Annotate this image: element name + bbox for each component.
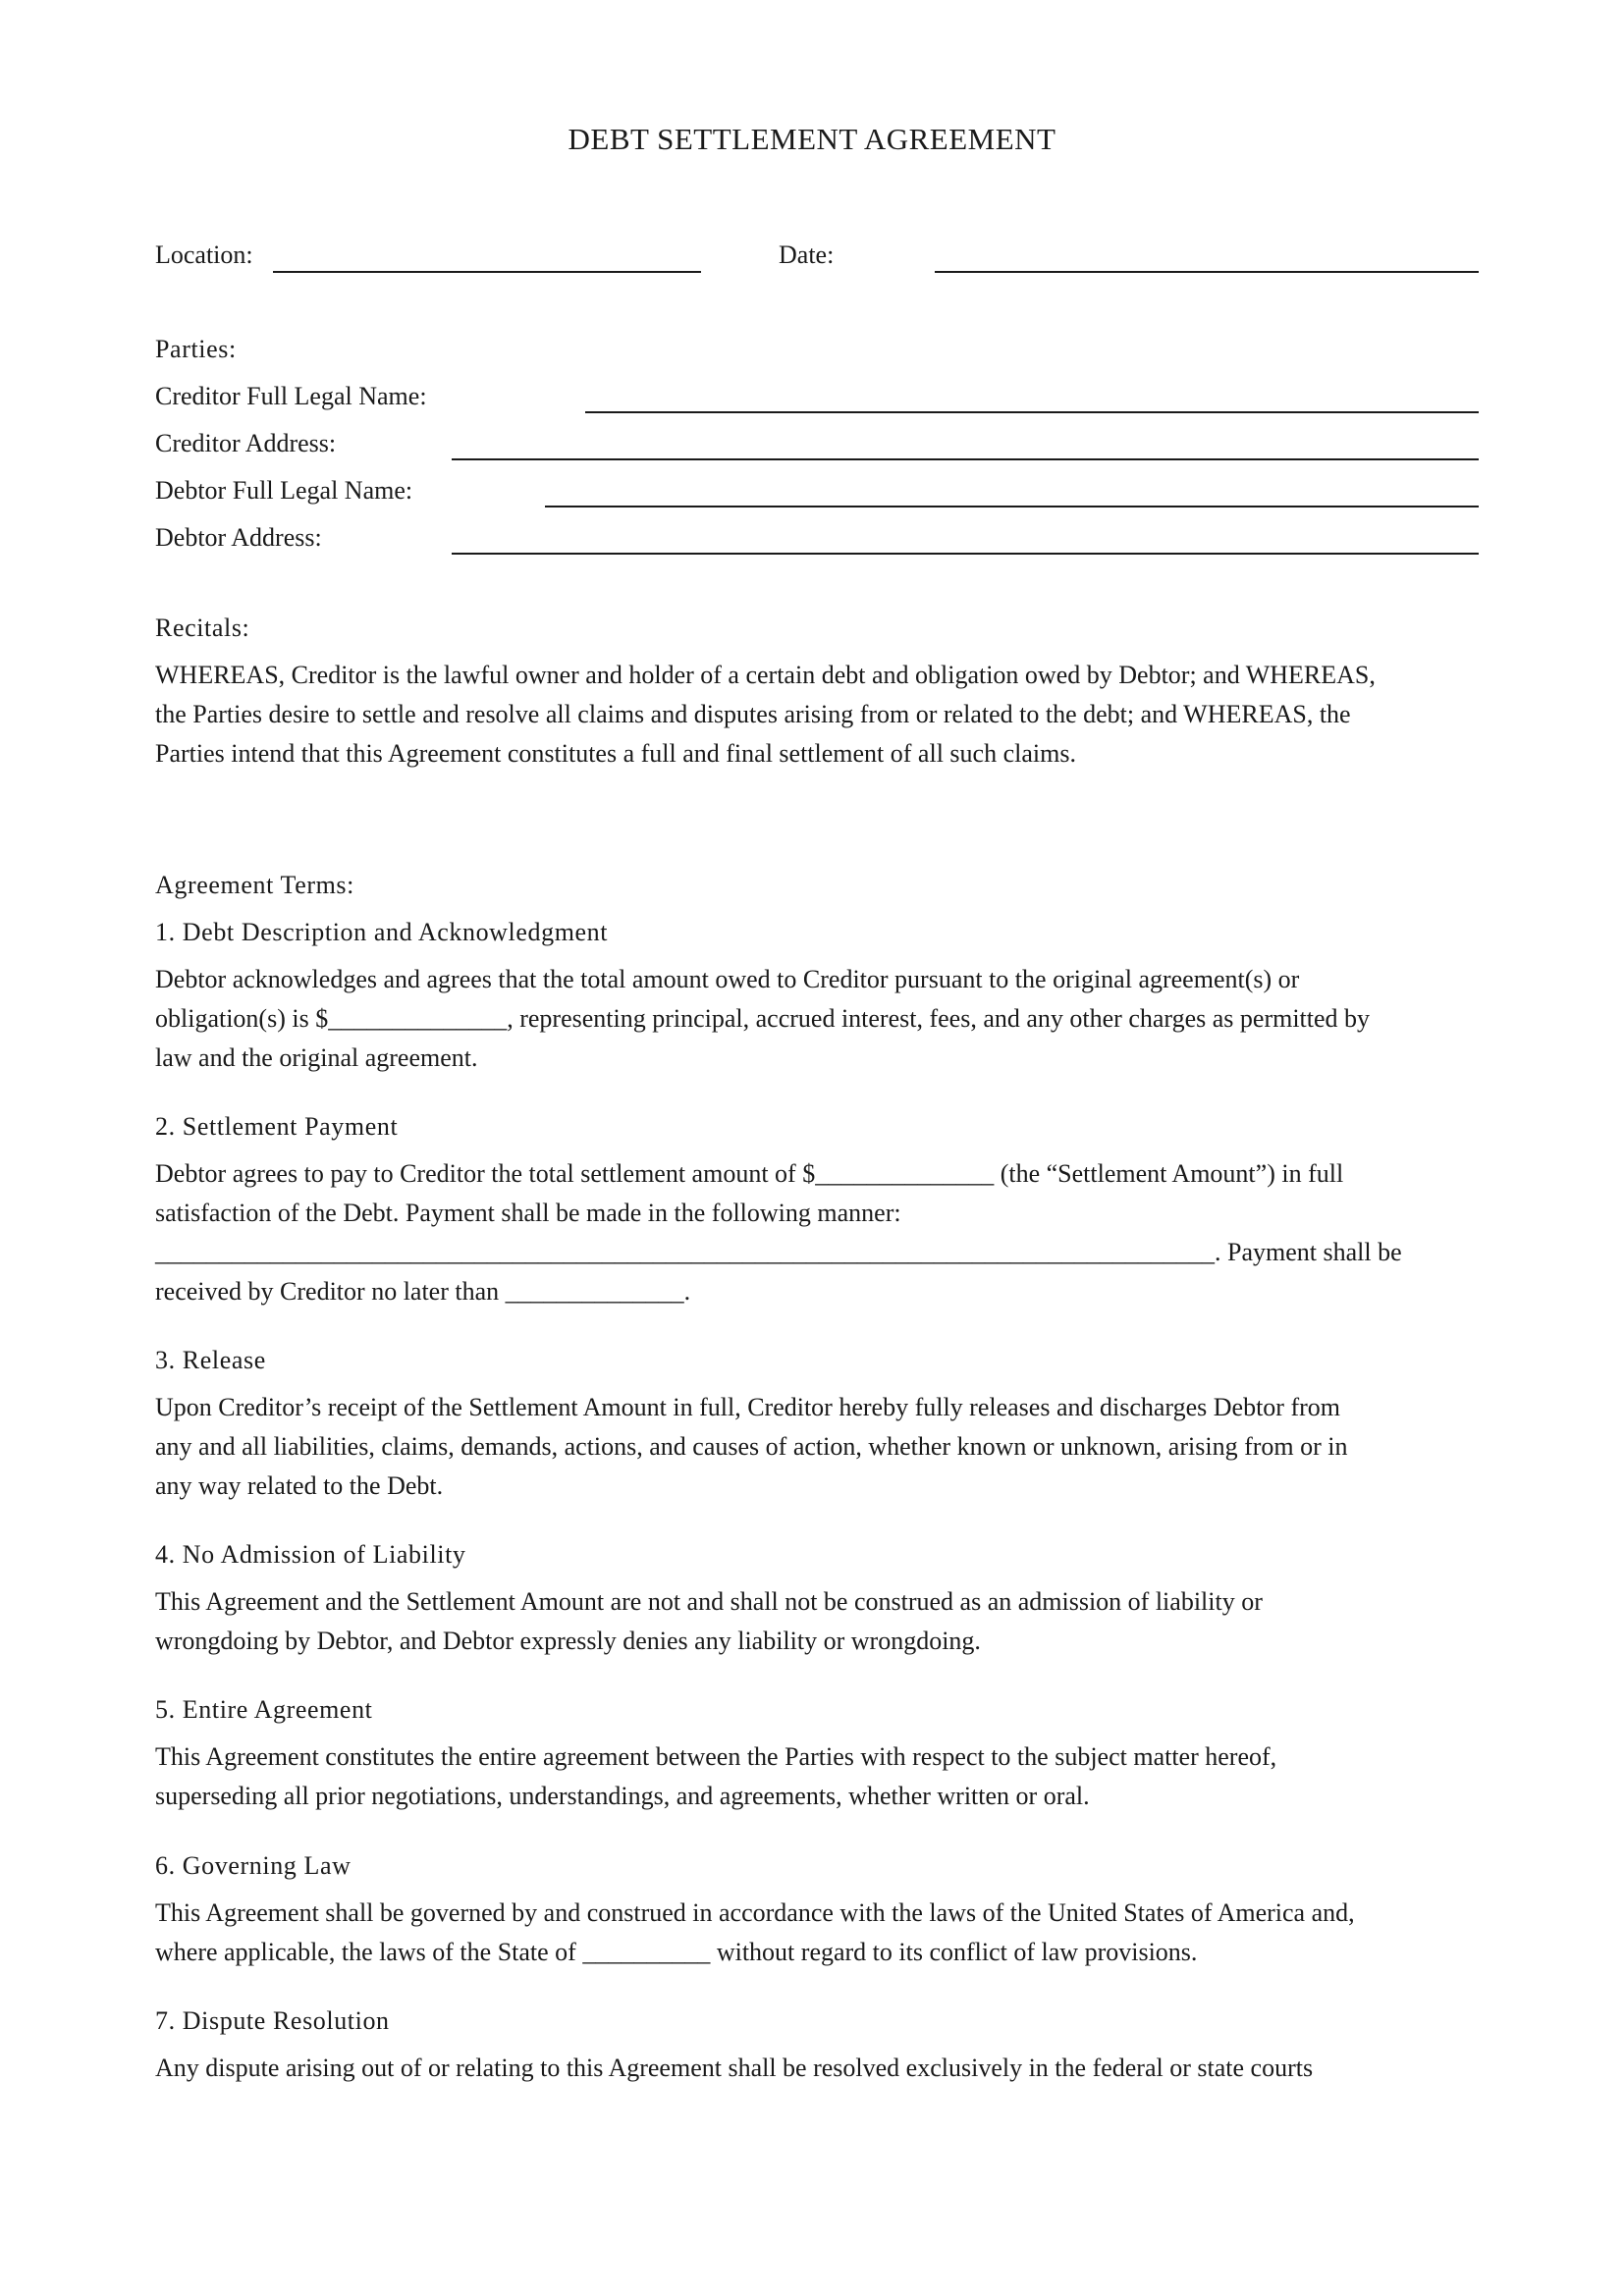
section-text-dispute-resolution <box>155 2049 1313 2088</box>
document-title: DEBT SETTLEMENT AGREEMENT <box>568 122 1056 156</box>
debtor-address-label: Debtor Address: <box>155 523 322 552</box>
section-text-settlement-payment <box>155 1154 1402 1311</box>
recitals-line: the Parties desire to settle and resolve all claims and disputes arising from or related to the debt; and WHEREAS, the <box>155 700 1351 728</box>
agreement-terms-heading: Agreement Terms: <box>155 871 354 899</box>
section-line: any way related to the Debt. <box>155 1471 444 1500</box>
creditor-address-label: Creditor Address: <box>155 429 337 457</box>
date-label: Date: <box>779 240 835 269</box>
section-line: This Agreement shall be governed by and construed in accordance with the laws of the United States of America and, <box>155 1898 1355 1927</box>
debtor-name-label: Debtor Full Legal Name: <box>155 476 413 505</box>
section-heading-no-admission: 4. No Admission of Liability <box>155 1540 466 1569</box>
recitals-line: Parties intend that this Agreement constitutes a full and final settlement of all such claims. <box>155 739 1076 768</box>
recitals-heading: Recitals: <box>155 614 250 642</box>
section-text-debt-description <box>155 960 1370 1078</box>
section-text-governing-law <box>155 1894 1355 1972</box>
debtor-address-field[interactable] <box>452 553 1479 555</box>
recitals-text <box>155 656 1376 774</box>
section-heading-dispute-resolution: 7. Dispute Resolution <box>155 2006 390 2035</box>
section-line: obligation(s) is $______________, representing principal, accrued interest, fees, and any other charges as permitted by <box>155 1004 1371 1033</box>
section-heading-debt-description: 1. Debt Description and Acknowledgment <box>155 918 609 946</box>
section-line: This Agreement and the Settlement Amount are not and shall not be construed as an admission of liability or <box>155 1587 1263 1616</box>
section-line: Any dispute arising out of or relating to this Agreement shall be resolved exclusively in the federal or state courts <box>155 2054 1314 2082</box>
section-line: Debtor acknowledges and agrees that the total amount owed to Creditor pursuant to the original agreement(s) or <box>155 965 1300 993</box>
parties-heading: Parties: <box>155 335 237 363</box>
date-field[interactable] <box>935 271 1479 273</box>
debtor-name-field[interactable] <box>545 506 1479 507</box>
creditor-name-field[interactable] <box>585 411 1479 413</box>
section-line: superseding all prior negotiations, understandings, and agreements, whether written or oral. <box>155 1782 1090 1810</box>
section-line: where applicable, the laws of the State of __________ without regard to its conflict of law provisions. <box>155 1938 1198 1966</box>
location-field[interactable] <box>273 271 701 273</box>
section-line: satisfaction of the Debt. Payment shall be made in the following manner: <box>155 1199 901 1227</box>
section-line: any and all liabilities, claims, demands, actions, and causes of action, whether known or unknown, arising from or in <box>155 1432 1348 1461</box>
creditor-name-label: Creditor Full Legal Name: <box>155 382 427 410</box>
section-text-no-admission <box>155 1582 1263 1661</box>
section-line: ___________________________________________________________________________________. Payment shall be <box>155 1238 1402 1266</box>
section-heading-entire-agreement: 5. Entire Agreement <box>155 1695 373 1724</box>
section-line: This Agreement constitutes the entire agreement between the Parties with respect to the subject matter hereof, <box>155 1742 1277 1771</box>
section-line: Debtor agrees to pay to Creditor the total settlement amount of $______________ (the “Settlement Amount”) in full <box>155 1159 1344 1188</box>
section-heading-settlement-payment: 2. Settlement Payment <box>155 1112 399 1141</box>
location-label: Location: <box>155 240 253 269</box>
section-line: Upon Creditor’s receipt of the Settlement Amount in full, Creditor hereby fully releases and discharges Debtor from <box>155 1393 1341 1421</box>
section-text-release <box>155 1388 1347 1506</box>
recitals-line: WHEREAS, Creditor is the lawful owner and holder of a certain debt and obligation owed by Debtor; and WHEREAS, <box>155 661 1376 689</box>
section-line: wrongdoing by Debtor, and Debtor expressly denies any liability or wrongdoing. <box>155 1627 981 1655</box>
section-heading-governing-law: 6. Governing Law <box>155 1851 352 1880</box>
creditor-address-field[interactable] <box>452 458 1479 460</box>
section-heading-release: 3. Release <box>155 1346 266 1374</box>
section-line: received by Creditor no later than ______________. <box>155 1277 691 1306</box>
section-line: law and the original agreement. <box>155 1043 478 1072</box>
section-text-entire-agreement <box>155 1737 1276 1816</box>
